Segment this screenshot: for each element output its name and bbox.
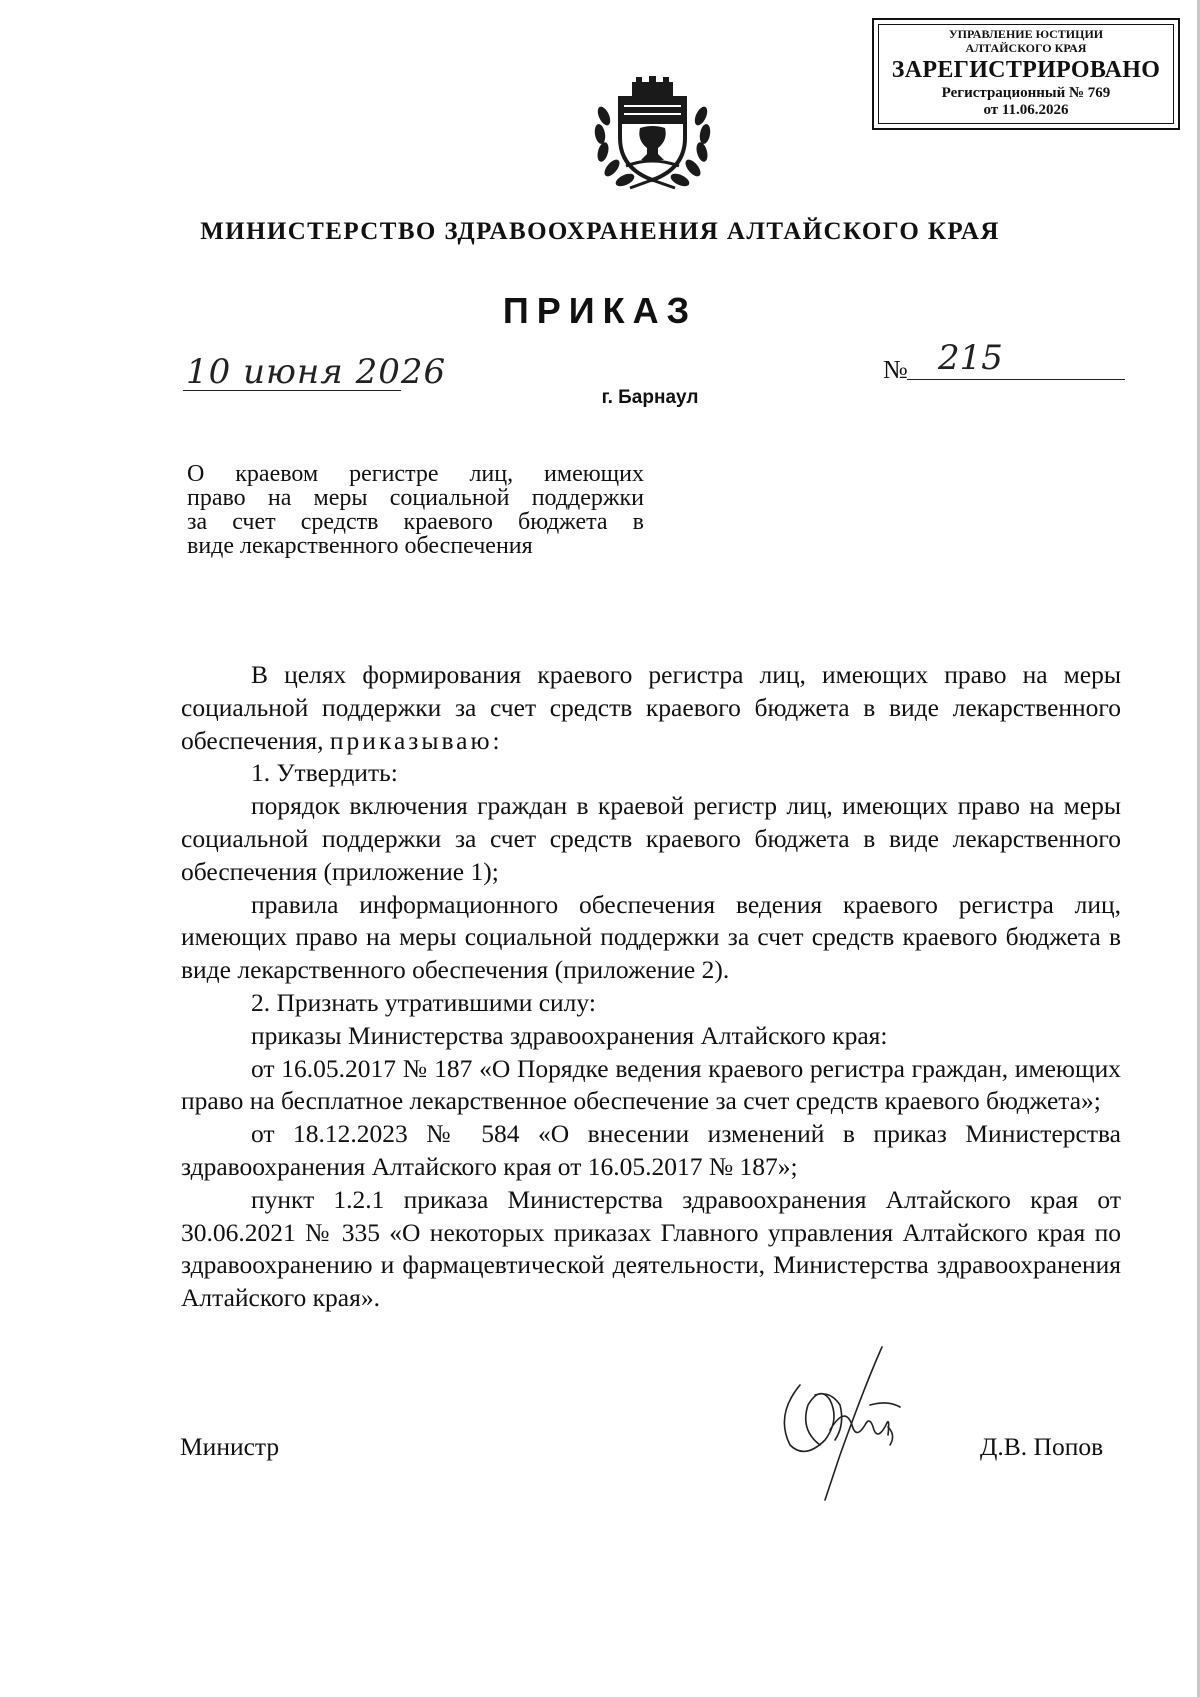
subject-line: за счет средств краевого бюджета в — [187, 509, 644, 535]
handwritten-signature — [770, 1345, 930, 1505]
document-type: ПРИКАЗ — [502, 290, 698, 331]
signer-title: Министр — [180, 1432, 280, 1461]
subject-line: О краевом регистре лиц, имеющих — [187, 461, 644, 487]
item-2-intro: приказы Министерства здравоохранения Алтайского края: — [251, 1020, 888, 1050]
stamp-organization: УПРАВЛЕНИЕ ЮСТИЦИИ АЛТАЙСКОГО КРАЯ — [948, 27, 1104, 55]
handwritten-number: 215 — [938, 338, 1003, 378]
signer-name: Д.В. Попов — [980, 1432, 1104, 1461]
order-subject — [187, 462, 644, 558]
stamp-reg-date: от 11.06.2026 — [983, 102, 1069, 118]
stamp-title: ЗАРЕГИСТРИРОВАНО — [891, 57, 1161, 83]
item-1: 1. Утвердить: — [251, 758, 398, 788]
item-1-b: правила информационного обеспечения ведения краевого регистра лиц, имеющих право на меры социальной поддержки за счет средств краевого бюджета в виде лекарственного обеспечения (приложение 2). — [181, 889, 1121, 985]
registration-stamp — [872, 18, 1180, 130]
item-2-b: от 18.12.2023 № 584 «О внесении изменений в приказ Министерства здравоохранения Алтайского края от 16.05.2017 № 187»; — [181, 1119, 1121, 1181]
item-2-c: пункт 1.2.1 приказа Министерства здравоохранения Алтайского края от 30.06.2021 № 335 «О некоторых приказах Главного управления Алтайского края по здравоохранению и фармацевтической деятельности, Министерства здравоохранения Алтайского края». — [181, 1184, 1121, 1313]
subject-line: виде лекарственного обеспечения — [187, 533, 533, 559]
stamp-inner-frame — [878, 24, 1174, 124]
number-underline — [907, 379, 1125, 380]
order-body — [181, 659, 1121, 1315]
coat-of-arms-emblem — [590, 76, 715, 196]
ministry-name: МИНИСТЕРСТВО ЗДРАВООХРАНЕНИЯ АЛТАЙСКОГО КРАЯ — [200, 218, 1000, 245]
subject-line: право на меры социальной поддержки — [187, 485, 644, 511]
intro-paragraph — [181, 659, 1121, 757]
order-word: приказываю: — [329, 725, 503, 755]
item-1-a: порядок включения граждан в краевой регистр лиц, имеющих право на меры социальной поддержки за счет средств краевого бюджета в виде лекарственного обеспечения (приложение 1); — [181, 791, 1121, 886]
intro-text: В целях формирования краевого регистра лиц, имеющих право на меры социальной поддержки за счет средств краевого бюджета в виде лекарственного обеспечения, — [181, 660, 1121, 755]
item-2-a: от 16.05.2017 № 187 «О Порядке ведения краевого регистра граждан, имеющих право на бесплатное лекарственное обеспечение за счет средств краевого бюджета»; — [181, 1053, 1121, 1116]
stamp-reg-number: Регистрационный № 769 — [941, 85, 1111, 101]
item-2: 2. Признать утратившими силу: — [251, 987, 596, 1017]
handwritten-date: 10 июня 2026 — [186, 352, 447, 392]
city: г. Барнаул — [601, 387, 699, 408]
number-sign: № — [883, 355, 908, 384]
